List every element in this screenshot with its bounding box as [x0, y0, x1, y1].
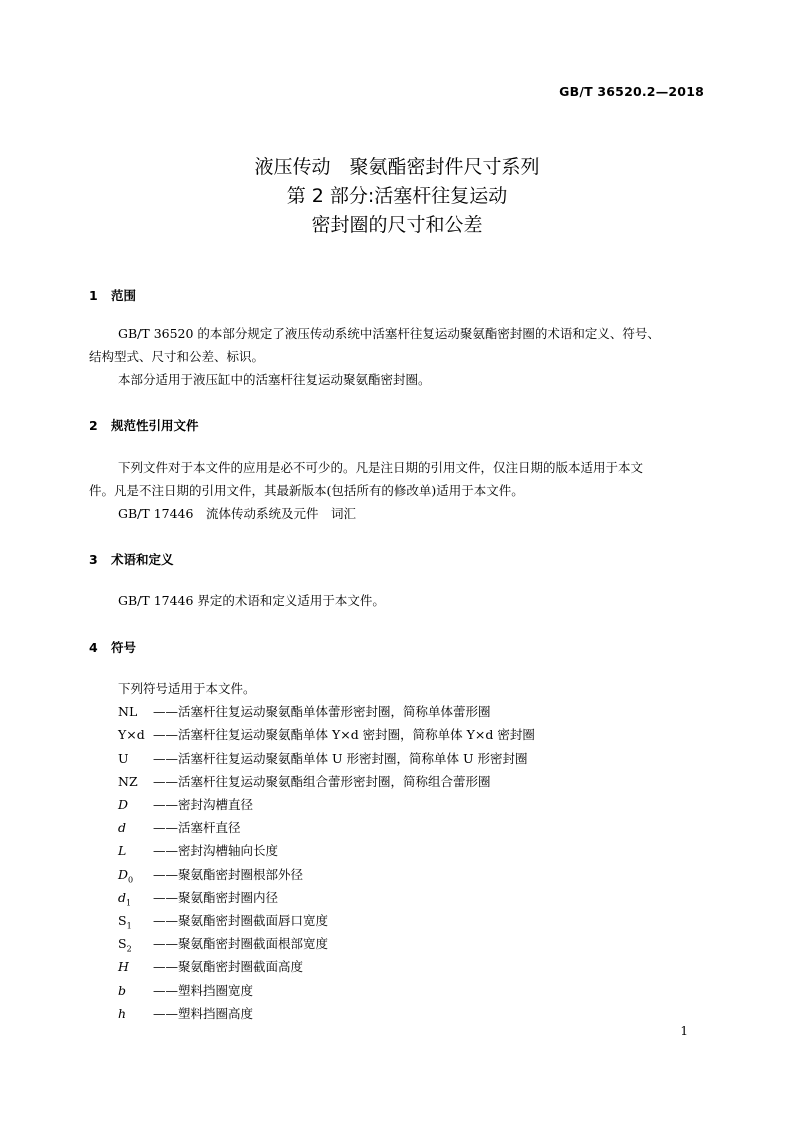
section-heading-normative-references — [89, 416, 199, 434]
terms-definitions-paragraph — [89, 589, 707, 612]
symbol-term — [118, 700, 153, 723]
symbol-description: ——活塞杆往复运动聚氨酯组合蕾形密封圈，简称组合蕾形圈 — [153, 773, 491, 789]
symbol-intro: 下列符号适用于本文件。 — [118, 681, 256, 696]
text-line: GB/T 36520 的本部分规定了液压传动系统中活塞杆往复运动聚氨酯密封圈的术语和定义、符号、 — [118, 326, 660, 341]
symbol-description: ——聚氨酯密封圈截面唇口宽度 — [153, 913, 329, 928]
document-title — [0, 153, 794, 240]
symbol-row — [118, 816, 241, 839]
normative-references-paragraph — [89, 456, 707, 525]
symbol-description: ——塑料挡圈宽度 — [153, 982, 254, 998]
symbol-letter: d — [118, 889, 127, 905]
symbol-letter: Y×d — [118, 727, 145, 743]
section-number: 2 — [89, 418, 98, 433]
text-line: 件。凡是不注日期的引用文件，其最新版本(包括所有的修改单)适用于本文件。 — [89, 483, 524, 498]
symbol-subscript: 1 — [126, 898, 132, 908]
symbol-row — [118, 979, 253, 1002]
symbol-letter: D — [118, 866, 129, 882]
symbol-term — [118, 747, 153, 770]
section-title: 范围 — [111, 288, 137, 303]
symbol-letter: L — [118, 843, 127, 859]
text-line: GB/T 17446 界定的术语和定义适用于本文件。 — [118, 593, 385, 608]
page-number: 1 — [680, 1024, 688, 1038]
symbol-row — [118, 700, 491, 723]
symbol-row — [118, 793, 253, 816]
section-number: 4 — [89, 640, 98, 655]
symbol-description: ——活塞杆直径 — [153, 820, 241, 836]
text-line: 结构型式、尺寸和公差、标识。 — [89, 349, 265, 364]
symbol-description: ——密封沟槽直径 — [153, 797, 254, 812]
symbol-subscript: 2 — [126, 944, 132, 954]
symbol-letter: h — [118, 1005, 127, 1021]
symbol-row — [118, 723, 535, 746]
symbol-letter: NZ — [118, 773, 138, 789]
symbol-letter: S — [118, 913, 127, 928]
symbol-letter: H — [118, 959, 129, 975]
symbol-description: ——塑料挡圈高度 — [153, 1005, 254, 1021]
standard-code: GB/T 36520.2—2018 — [559, 84, 704, 99]
symbol-description: ——活塞杆往复运动聚氨酯单体蕾形密封圈，简称单体蕾形圈 — [153, 704, 491, 720]
title-line-3: 密封圈的尺寸和公差 — [311, 214, 483, 236]
symbol-letter: U — [118, 750, 129, 766]
title-line-2: 第 2 部分:活塞杆往复运动 — [286, 185, 508, 207]
symbol-term — [118, 793, 153, 816]
symbol-term — [118, 839, 153, 862]
symbol-description: ——活塞杆往复运动聚氨酯单体 U 形密封圈，简称单体 U 形密封圈 — [153, 750, 528, 766]
scope-paragraph — [89, 322, 707, 391]
symbol-subscript: 0 — [128, 875, 134, 885]
symbol-description: ——聚氨酯密封圈截面根部宽度 — [153, 936, 329, 952]
symbol-description: ——密封沟槽轴向长度 — [153, 843, 279, 859]
symbol-letter: d — [118, 820, 127, 836]
symbol-letter: S — [118, 936, 127, 952]
symbol-row — [118, 747, 527, 770]
symbol-letter: NL — [118, 704, 138, 720]
title-line-1: 液压传动 聚氨酯密封件尺寸系列 — [254, 156, 540, 178]
symbol-term — [118, 723, 153, 746]
symbol-letter: b — [118, 982, 127, 998]
text-line: 下列文件对于本文件的应用是必不可少的。凡是注日期的引用文件，仅注日期的版本适用于本文 — [118, 460, 644, 475]
symbol-row — [118, 839, 278, 862]
section-heading-scope — [89, 286, 136, 304]
section-number: 1 — [89, 288, 98, 303]
section-title: 规范性引用文件 — [111, 418, 199, 433]
symbol-row — [118, 955, 303, 978]
section-heading-terms-definitions — [89, 550, 174, 568]
symbol-subscript: 1 — [126, 921, 132, 931]
symbol-row — [118, 770, 491, 793]
symbol-term — [118, 979, 153, 1002]
symbol-term — [118, 1002, 153, 1025]
symbol-term — [118, 770, 153, 793]
section-title: 符号 — [111, 640, 137, 655]
section-number: 3 — [89, 552, 98, 567]
symbol-description: ——聚氨酯密封圈截面高度 — [153, 959, 304, 975]
section-title: 术语和定义 — [111, 552, 174, 567]
section-heading-symbols — [89, 638, 136, 656]
symbol-description: ——聚氨酯密封圈内径 — [153, 889, 279, 905]
text-line: 本部分适用于液压缸中的活塞杆往复运动聚氨酯密封圈。 — [118, 372, 431, 387]
symbol-row — [118, 1002, 253, 1025]
symbol-letter: D — [118, 797, 129, 812]
symbol-description: ——聚氨酯密封圈根部外径 — [153, 866, 304, 882]
text-line: GB/T 17446 流体传动系统及元件 词汇 — [118, 506, 356, 521]
symbol-term — [118, 816, 153, 839]
symbol-term — [118, 955, 153, 978]
symbol-description: ——活塞杆往复运动聚氨酯单体 Y×d 密封圈，简称单体 Y×d 密封圈 — [153, 727, 535, 743]
